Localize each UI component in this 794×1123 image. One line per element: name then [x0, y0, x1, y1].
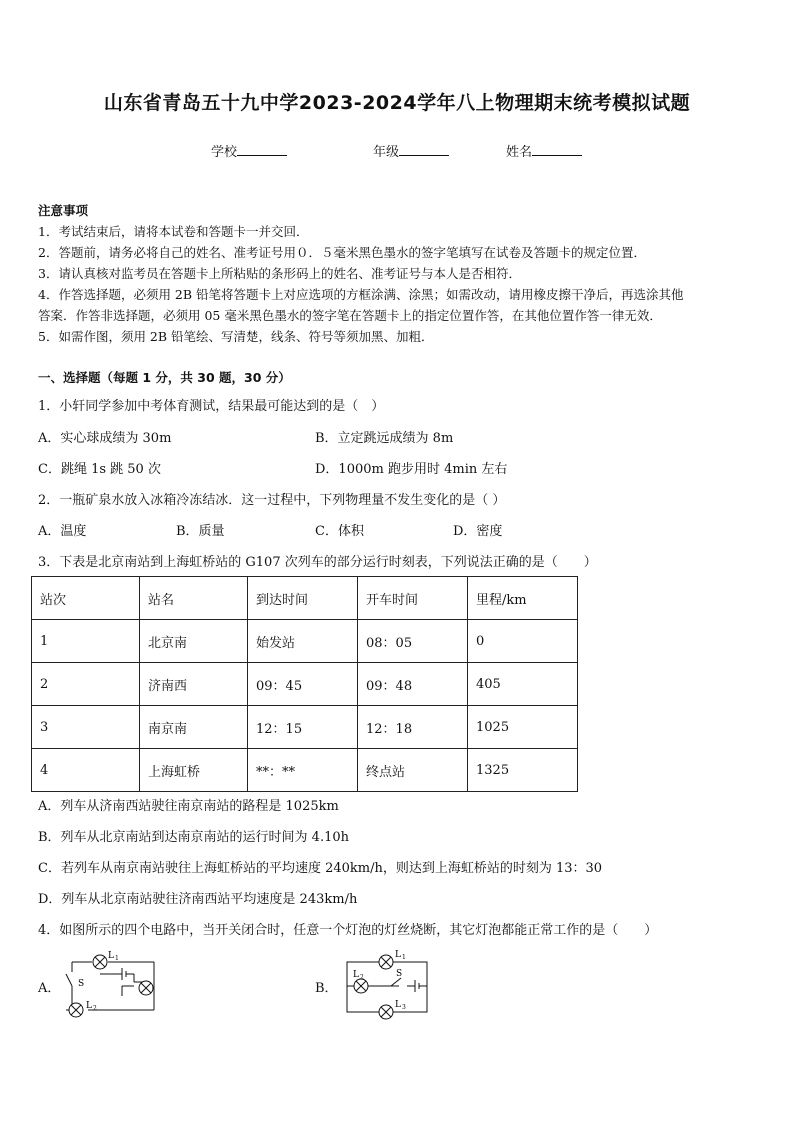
table-cell: 济南西 [140, 663, 248, 706]
q3-option-b[interactable]: B．列车从北京南站到达南京南站的运行时间为 4.10h [38, 830, 350, 845]
table-cell: 3 [32, 706, 140, 749]
lamp-l1-label: L [395, 950, 401, 960]
column-header: 站名 [140, 577, 248, 620]
question-1-stem: 1．小轩同学参加中考体育测试，结果最可能达到的是（ ） [38, 399, 385, 414]
circuit-diagram-b [343, 948, 433, 1022]
q3-option-a[interactable]: A．列车从济南西站驶往南京南站的路程是 1025km [38, 799, 339, 814]
table-cell: 4 [32, 749, 140, 792]
notice-item: 答案．作答非选择题，必须用 05 毫米黑色墨水的签字笔在答题卡上的指定位置作答，在其他位置作答一律无效． [38, 308, 662, 323]
table-cell: 08：05 [358, 620, 468, 663]
q4-option-b[interactable]: B． [315, 981, 338, 996]
lamp-l3-label: L [395, 1000, 401, 1010]
q3-option-c[interactable]: C．若列车从南京南站驶往上海虹桥站的平均速度 240km/h，则达到上海虹桥站的时刻为 13：30 [38, 861, 603, 876]
column-header: 里程/km [468, 577, 578, 620]
q2-option-c[interactable]: C．体积 [315, 524, 364, 539]
q1-option-d[interactable]: D．1000m 跑步用时 4min 左右 [315, 462, 508, 477]
lamp-l3-subscript: 3 [402, 1004, 406, 1011]
q2-option-d[interactable]: D．密度 [453, 524, 503, 539]
table-cell: 北京南 [140, 620, 248, 663]
table-cell: 上海虹桥 [140, 749, 248, 792]
table-cell: **：** [248, 749, 358, 792]
table-cell: 09：48 [358, 663, 468, 706]
q2-option-b[interactable]: B．质量 [176, 524, 225, 539]
section-heading: 一、选择题（每题 1 分，共 30 题，30 分） [38, 370, 291, 385]
table-cell: 终点站 [358, 749, 468, 792]
table-cell: 始发站 [248, 620, 358, 663]
table-row [32, 663, 578, 706]
notice-item: 2．答题前，请务必将自己的姓名、准考证号用０．５毫米黑色墨水的签字笔填写在试卷及答题卡的规定位置． [38, 245, 646, 260]
q1-option-a[interactable]: A．实心球成绩为 30m [38, 431, 172, 446]
table-cell: 1 [32, 620, 140, 663]
lamp-l2-label: L [353, 970, 359, 980]
table-cell: 09：45 [248, 663, 358, 706]
name-blank[interactable] [532, 143, 582, 156]
name-label: 姓名 [506, 145, 533, 160]
table-row [32, 749, 578, 792]
question-2-stem: 2．一瓶矿泉水放入冰箱冷冻结冰．这一过程中，下列物理量不发生变化的是（ ） [38, 493, 506, 508]
circuit-diagram-a [62, 950, 162, 1022]
timetable [31, 576, 578, 792]
switch-label: S [396, 969, 403, 979]
q4-option-a[interactable]: A． [38, 981, 61, 996]
notice-item: 1．考试结束后，请将本试卷和答题卡一并交回． [38, 224, 309, 239]
column-header: 站次 [32, 577, 140, 620]
table-row [32, 706, 578, 749]
question-4-stem: 4．如图所示的四个电路中，当开关闭合时，任意一个灯泡的灯丝烧断，其它灯泡都能正常工作的是（ ） [38, 923, 658, 938]
lamp-l2-subscript: 2 [360, 974, 364, 981]
table-header-row [32, 577, 578, 620]
school-label: 学校 [211, 145, 238, 160]
table-cell: 12：18 [358, 706, 468, 749]
question-3-stem: 3．下表是北京南站到上海虹桥站的 G107 次列车的部分运行时刻表，下列说法正确的是（ ） [38, 555, 597, 570]
grade-label: 年级 [373, 145, 400, 160]
column-header: 到达时间 [248, 577, 358, 620]
notice-heading: 注意事项 [38, 203, 89, 218]
table-cell: 2 [32, 663, 140, 706]
table-cell: 12：15 [248, 706, 358, 749]
table-cell: 405 [468, 663, 578, 706]
table-cell: 南京南 [140, 706, 248, 749]
page-title: 山东省青岛五十九中学2023-2024学年八上物理期末统考模拟试题 [103, 92, 691, 114]
switch-label: S [78, 979, 85, 989]
school-blank[interactable] [237, 143, 287, 156]
notice-item: 4．作答选择题，必须用 2B 铅笔将答题卡上对应选项的方框涂满、涂黑；如需改动，请用橡皮擦干净后，再选涂其他 [38, 287, 684, 302]
name-field[interactable] [506, 141, 582, 160]
column-header: 开车时间 [358, 577, 468, 620]
school-field[interactable] [211, 141, 287, 160]
q3-option-d[interactable]: D．列车从北京南站驶往济南西站平均速度是 243km/h [38, 892, 358, 907]
q1-option-c[interactable]: C．跳绳 1s 跳 50 次 [38, 462, 161, 477]
notice-item: 5．如需作图，须用 2B 铅笔绘、写清楚，线条、符号等须加黑、加粗． [38, 329, 434, 344]
lamp-l1-label: L [108, 951, 114, 961]
table-cell: 0 [468, 620, 578, 663]
grade-field[interactable] [373, 141, 449, 160]
notice-item: 3．请认真核对监考员在答题卡上所粘贴的条形码上的姓名、准考证号与本人是否相符． [38, 266, 521, 281]
lamp-l2-subscript: 2 [93, 1005, 97, 1012]
table-cell: 1025 [468, 706, 578, 749]
table-row [32, 620, 578, 663]
grade-blank[interactable] [399, 143, 449, 156]
q2-option-a[interactable]: A．温度 [38, 524, 87, 539]
lamp-l1-subscript: 1 [402, 954, 406, 961]
q1-option-b[interactable]: B．立定跳远成绩为 8m [315, 431, 454, 446]
lamp-l2-label: L [86, 1001, 92, 1011]
lamp-l1-subscript: 1 [115, 955, 119, 962]
table-cell: 1325 [468, 749, 578, 792]
